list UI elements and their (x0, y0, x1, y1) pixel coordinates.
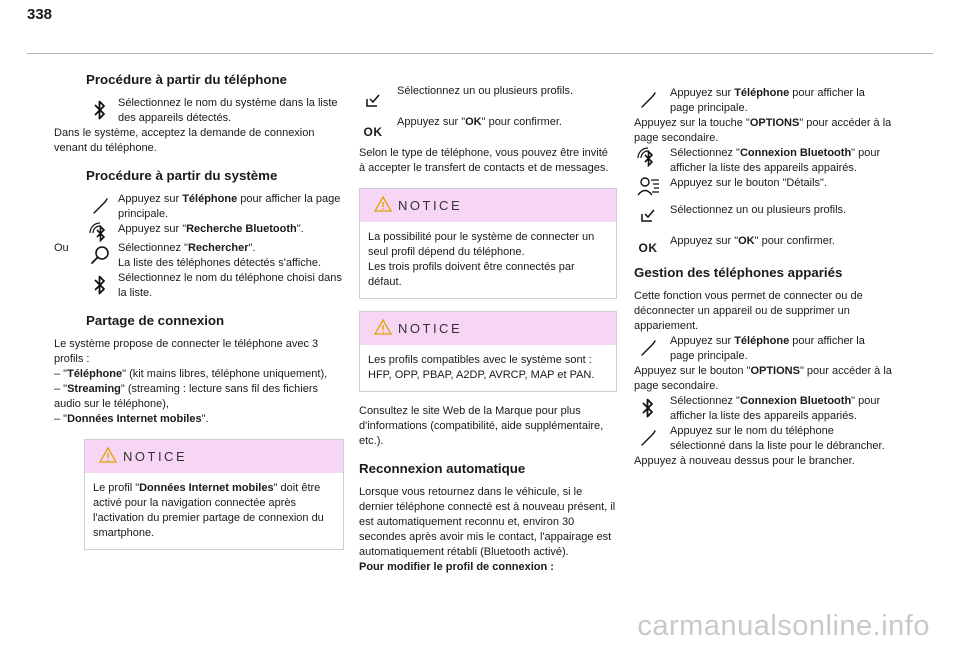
bluetooth-icon (86, 271, 114, 299)
modify-profile-heading: Pour modifier le profil de connexion : (359, 561, 554, 573)
phone-accept-text: Dans le système, acceptez la demande de connexion venant du téléphone. (54, 127, 315, 154)
options-text-2: Appuyez sur le bouton "OPTIONS" pour accéder à la page secondaire. (634, 365, 892, 392)
heading-connection-sharing: Partage de connexion (86, 313, 225, 328)
ok-icon: OK (363, 124, 383, 139)
transfer-text: Selon le type de téléphone, vous pouvez être invité à accepter le transfert de contacts et de messages. (359, 147, 609, 174)
step-select-search: Sélectionnez "Rechercher". La liste des téléphones détectés s'affiche. (86, 241, 344, 271)
step-select-system: Sélectionnez le nom du système dans la liste des appareils détectés. (86, 96, 344, 126)
column-1 (54, 72, 344, 550)
details-icon (634, 173, 662, 201)
warning-icon (99, 447, 117, 468)
step-press-phone: Appuyez sur Téléphone pour afficher la page principale. (634, 86, 892, 116)
notice-text: Le profil "Données Internet mobiles" doit être activé pour la navigation connectée après l'activation du premier partage de connexion du smartphone. (93, 482, 324, 539)
touch-icon (634, 424, 662, 452)
reconnect-instruction: Appuyez à nouveau dessus pour le brancher. (634, 455, 855, 467)
notice-text: La possibilité pour le système de connecter un seul profil dépend du téléphone. Les trois profils doivent être connectés par défaut. (368, 231, 595, 288)
heading-manage-phones: Gestion des téléphones appariés (634, 265, 843, 280)
checkbox-icon (634, 201, 662, 229)
or-text: Ou (54, 242, 69, 254)
column-2 (359, 84, 617, 575)
step-confirm-ok: OK Appuyez sur "OK" pour confirmer. (359, 115, 617, 130)
warning-icon (374, 196, 392, 217)
notice-label: NOTICE (398, 198, 463, 213)
step-select-bt-connection: Sélectionnez "Connexion Bluetooth" pour afficher la liste des appareils appairés. (634, 146, 892, 176)
share-profile-data: – "Données Internet mobiles". (54, 413, 209, 425)
step-press-phone-name: Appuyez sur le nom du téléphone sélectionné dans la liste pour le débrancher. (634, 424, 892, 454)
notice-box-compatible-profiles (359, 311, 617, 392)
step-press-bluetooth-search: Appuyez sur "Recherche Bluetooth". (86, 222, 344, 237)
share-profile-streaming: – "Streaming" (streaming : lecture sans fil des fichiers audio sur le téléphone), (54, 383, 318, 410)
warning-icon (374, 319, 392, 340)
manage-intro: Cette fonction vous permet de connecter ou de déconnecter un appareil ou de supprimer un appariement. (634, 290, 863, 332)
notice-label: NOTICE (398, 321, 463, 336)
step-select-phone-name: Sélectionnez le nom du téléphone choisi dans la liste. (86, 271, 344, 301)
notice-box-single-profile (359, 188, 617, 299)
touch-icon (634, 86, 662, 114)
notice-text: Les profils compatibles avec le système sont : HFP, OPP, PBAP, A2DP, AVRCP, MAP et PAN. (368, 354, 595, 381)
notice-box-data-profile (84, 439, 344, 550)
reconnect-text: Lorsque vous retournez dans le véhicule, si le dernier téléphone connecté est à nouveau présent, il est automatiquement reconnu et, environ 30 secondes après avoir mis le contact, l'appairage est automatiquement rétabli (Bluetooth activé). (359, 486, 616, 558)
search-icon (86, 241, 114, 269)
share-intro: Le système propose de connecter le téléphone avec 3 profils : (54, 338, 319, 365)
step-confirm-ok: OK Appuyez sur "OK" pour confirmer. (634, 234, 892, 249)
bluetooth-icon (634, 394, 662, 422)
touch-icon (86, 192, 114, 220)
watermark: carmanualsonline.info (637, 610, 930, 642)
page-number: 338 (27, 6, 53, 23)
share-profile-phone: – "Téléphone" (kit mains libres, téléphone uniquement), (54, 368, 328, 380)
notice-label: NOTICE (123, 449, 188, 464)
heading-auto-reconnect: Reconnexion automatique (359, 461, 526, 476)
step-press-phone-2: Appuyez sur Téléphone pour afficher la page principale. (634, 334, 892, 364)
ok-icon: OK (638, 240, 658, 255)
touch-icon (634, 334, 662, 362)
bluetooth-icon (86, 96, 114, 124)
checkbox-icon (359, 86, 387, 114)
column-3 (634, 86, 892, 469)
options-text: Appuyez sur la touche "OPTIONS" pour accéder à la page secondaire. (634, 117, 892, 144)
step-select-profiles: Sélectionnez un ou plusieurs profils. (359, 84, 617, 99)
consult-website-text: Consultez le site Web de la Marque pour plus d'informations (compatibilité, aide supplémentaire, etc.). (359, 405, 604, 447)
step-details: Appuyez sur le bouton "Détails". (634, 161, 892, 191)
header-divider (27, 53, 933, 54)
step-select-bt-connection-2: Sélectionnez "Connexion Bluetooth" pour afficher la liste des appareils appariés. (634, 394, 892, 424)
step-select-profiles: Sélectionnez un ou plusieurs profils. (634, 203, 892, 218)
heading-phone-procedure: Procédure à partir du téléphone (86, 72, 287, 87)
heading-system-procedure: Procédure à partir du système (86, 168, 278, 183)
step-press-phone: Appuyez sur Téléphone pour afficher la page principale. (86, 192, 344, 222)
